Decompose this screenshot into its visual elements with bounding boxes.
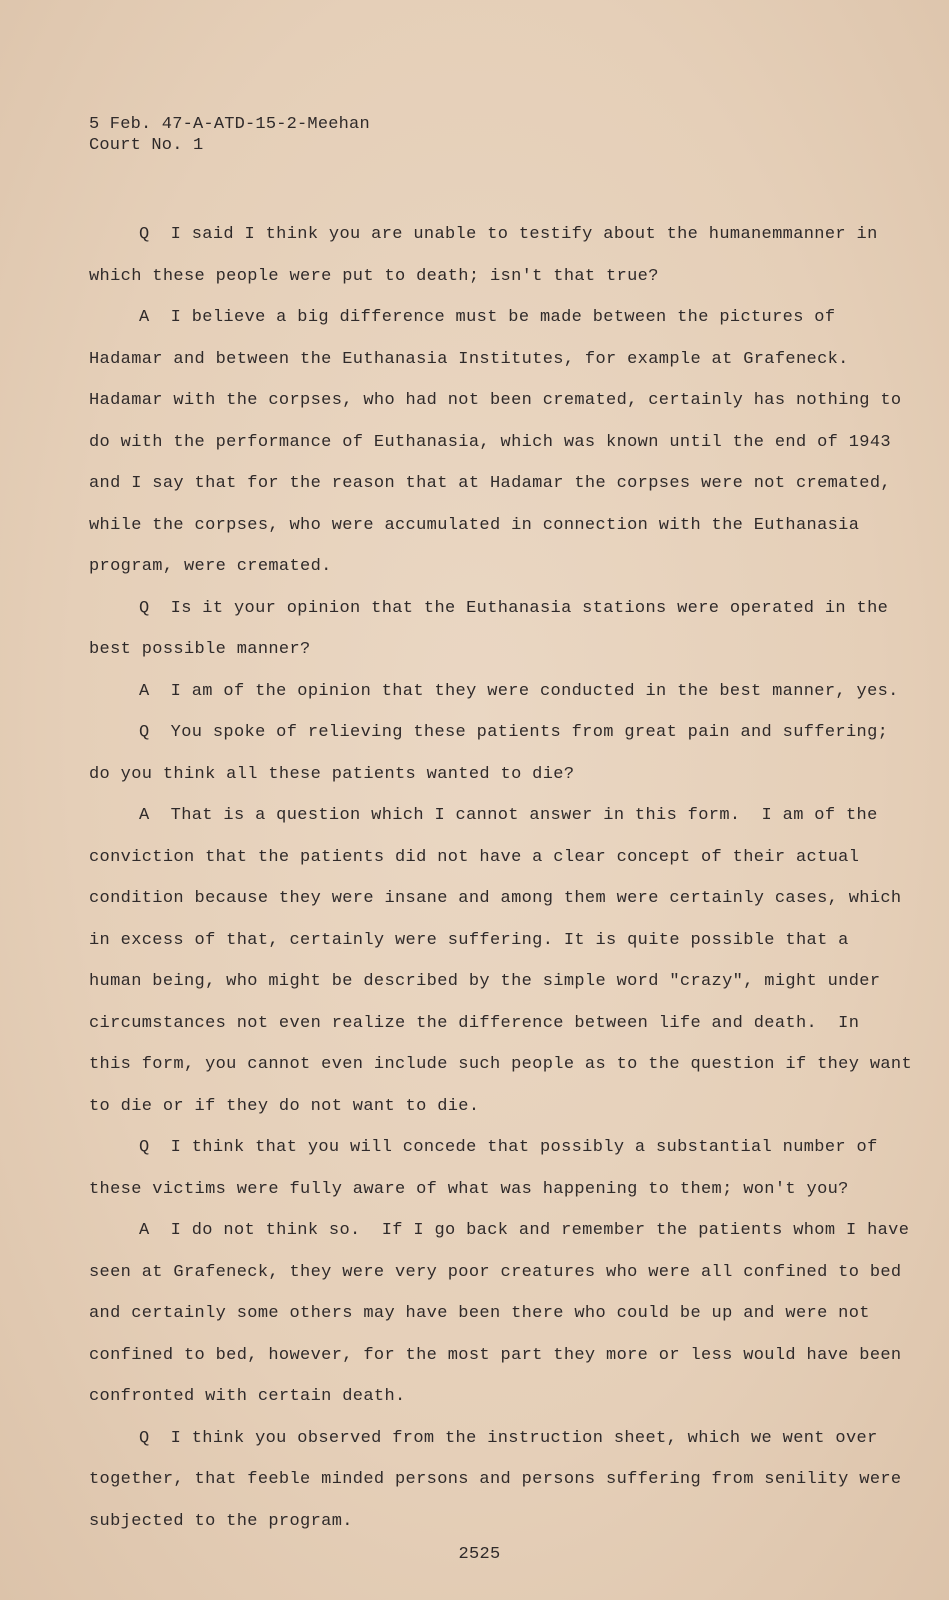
transcript-line: to die or if they do not want to die.: [89, 1096, 480, 1116]
transcript-line: Hadamar and between the Euthanasia Institutes, for example at Grafeneck.: [89, 349, 849, 369]
transcript-line: Q You spoke of relieving these patients from great pain and suffering;: [139, 723, 889, 742]
transcript-line: circumstances not even realize the difference between life and death. In: [89, 1013, 860, 1033]
transcript-line: human being, who might be described by the simple word "crazy", might under: [89, 972, 881, 991]
transcript-line: Q I said I think you are unable to testify about the humanemmanner in: [139, 225, 878, 244]
transcript-line: Q Is it your opinion that the Euthanasia stations were operated in the: [139, 598, 889, 618]
transcript-line: subjected to the program.: [89, 1511, 353, 1531]
transcript-line: in excess of that, certainly were suffering. It is quite possible that a: [89, 930, 849, 950]
header-court-number: Court No. 1: [89, 136, 204, 155]
document-header: [89, 114, 370, 156]
transcript-line: seen at Grafeneck, they were very poor creatures who were all confined to bed: [89, 1262, 902, 1282]
transcript-line: confined to bed, however, for the most part they more or less would have been: [89, 1345, 902, 1365]
transcript-line: and I say that for the reason that at Hadamar the corpses were not cremated,: [89, 474, 891, 493]
transcript-line: and certainly some others may have been there who could be up and were not: [89, 1304, 870, 1323]
transcript-line: condition because they were insane and among them were certainly cases, which: [89, 889, 902, 908]
transcript-line: do with the performance of Euthanasia, which was known until the end of 1943: [89, 432, 891, 452]
transcript-line: which these people were put to death; isn't that true?: [89, 266, 659, 286]
transcript-line: together, that feeble minded persons and persons suffering from senility were: [89, 1470, 902, 1489]
transcript-line: A That is a question which I cannot answer in this form. I am of the: [139, 806, 878, 825]
transcript-line: program, were cremated.: [89, 557, 332, 576]
transcript-line: Q I think that you will concede that possibly a substantial number of: [139, 1138, 878, 1157]
transcript-line: this form, you cannot even include such people as to the question if they want: [89, 1055, 913, 1074]
transcript-line: A I do not think so. If I go back and remember the patients whom I have: [139, 1221, 910, 1240]
transcript-line: conviction that the patients did not have a clear concept of their actual: [89, 847, 860, 867]
transcript-body: [89, 214, 913, 1542]
transcript-line: A I am of the opinion that they were conducted in the best manner, yes.: [139, 681, 899, 701]
transcript-line: confronted with certain death.: [89, 1387, 406, 1406]
transcript-line: these victims were fully aware of what was happening to them; won't you?: [89, 1179, 849, 1199]
transcript-line: best possible manner?: [89, 640, 311, 659]
header-case-reference: 5 Feb. 47-A-ATD-15-2-Meehan: [89, 115, 370, 134]
transcript-line: Hadamar with the corpses, who had not been cremated, certainly has nothing to: [89, 391, 902, 410]
transcript-line: while the corpses, who were accumulated in connection with the Euthanasia: [89, 515, 860, 535]
page-number: 2525: [458, 1545, 501, 1564]
transcript-line: A I believe a big difference must be made between the pictures of: [139, 308, 836, 327]
transcript-line: do you think all these patients wanted to die?: [89, 764, 575, 784]
transcript-line: Q I think you observed from the instruction sheet, which we went over: [139, 1428, 878, 1448]
